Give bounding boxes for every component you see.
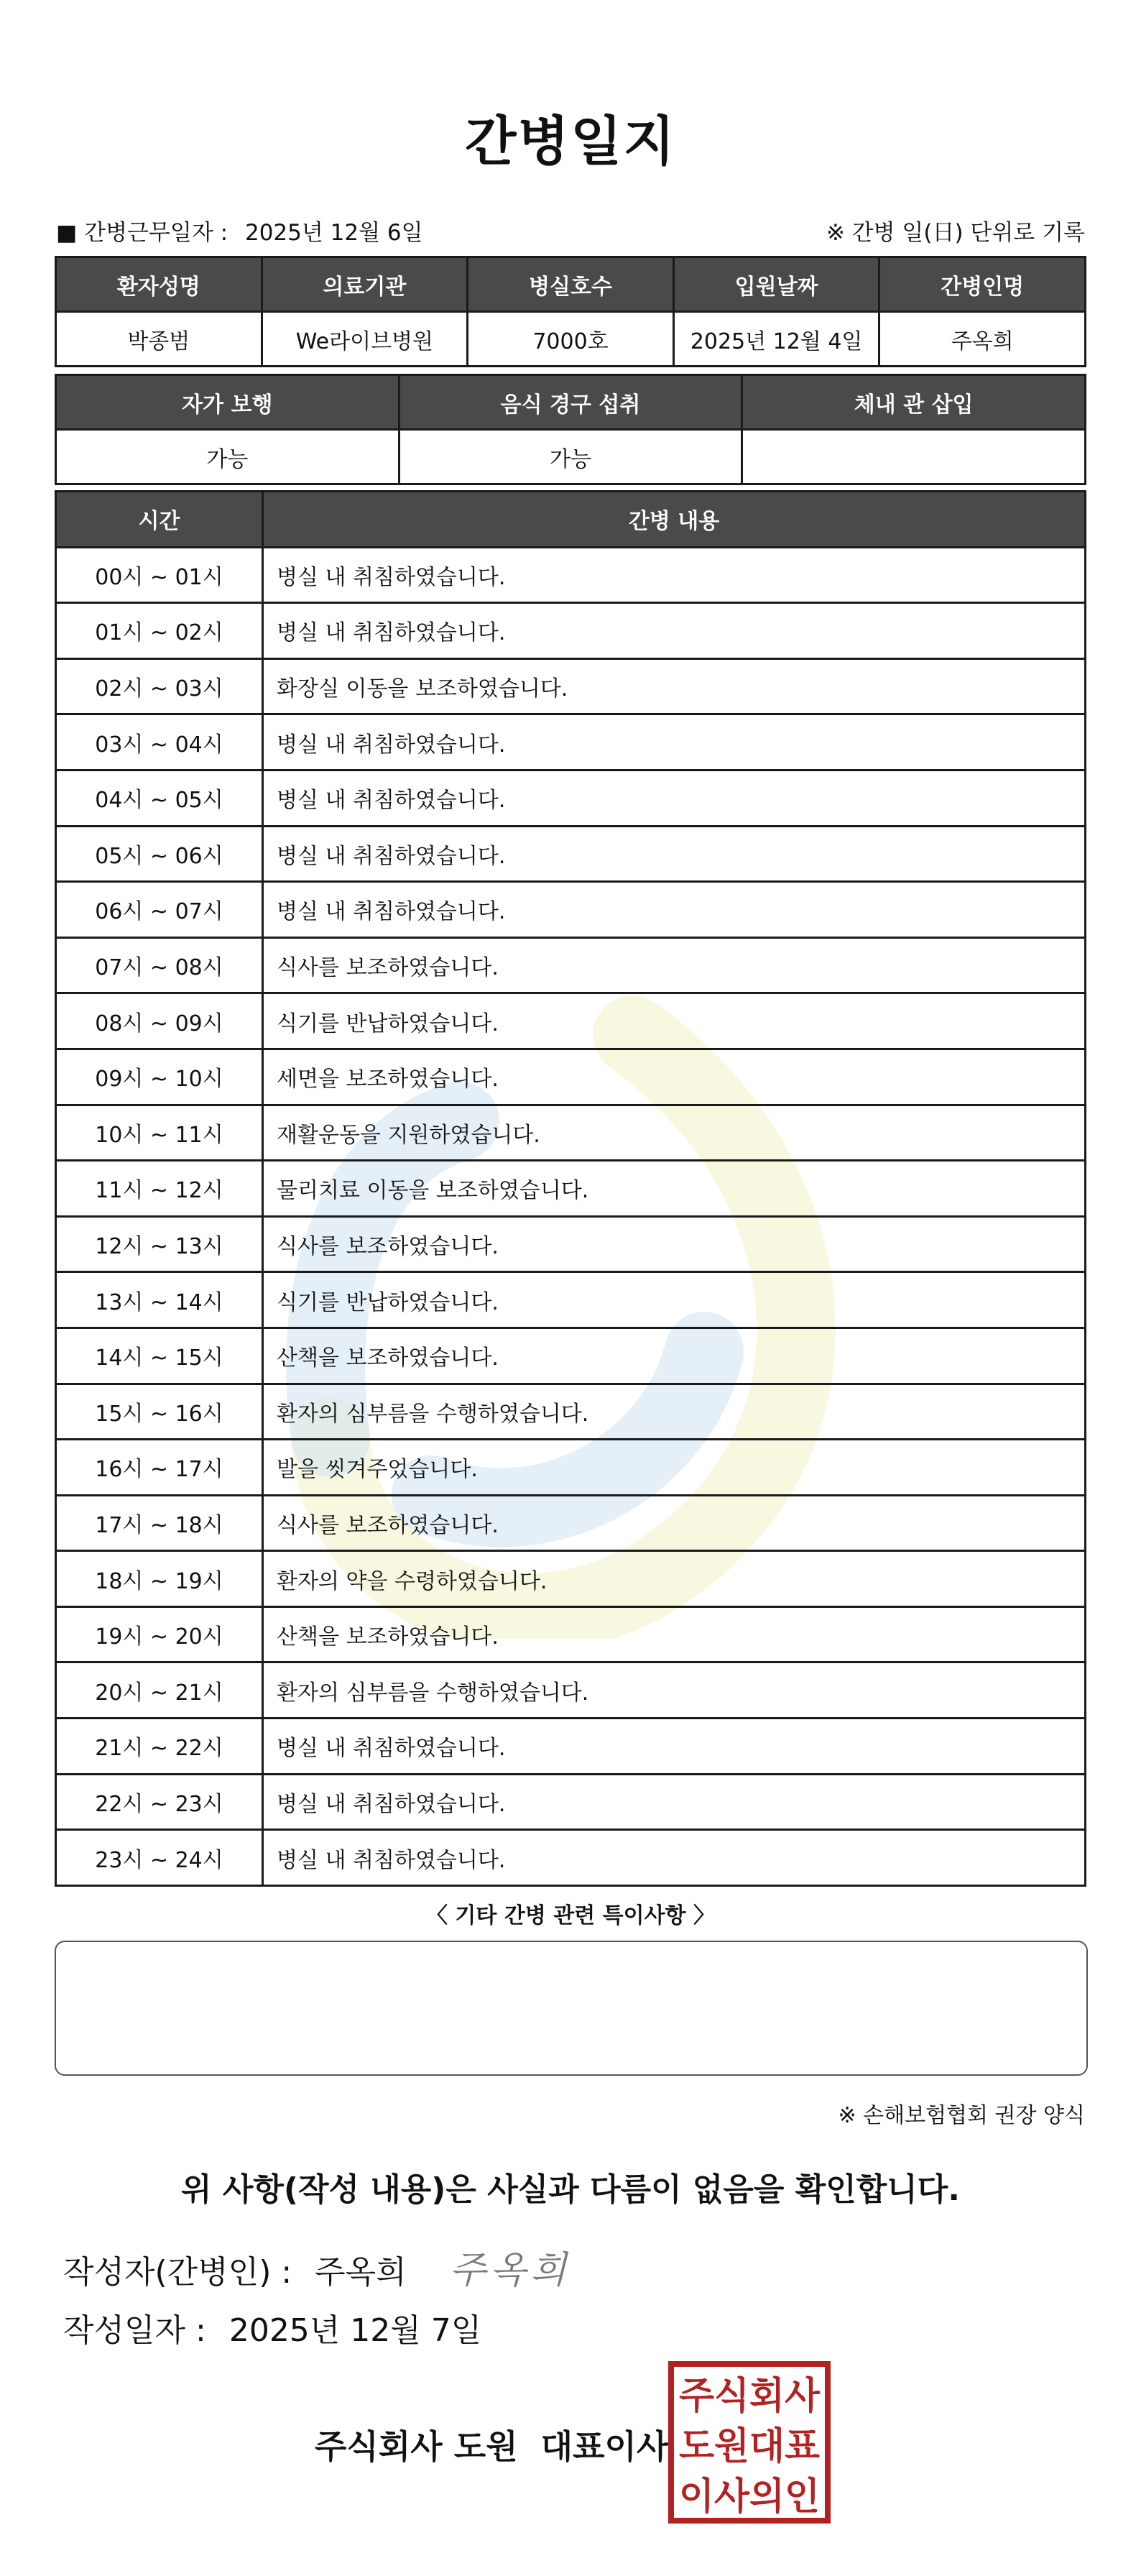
header-walking: 자가 보행 bbox=[56, 375, 399, 430]
log-content: 환자의 심부름을 수행하였습니다. bbox=[263, 1384, 1086, 1440]
log-time: 23시 ~ 24시 bbox=[56, 1830, 263, 1886]
tube-value bbox=[742, 430, 1086, 484]
log-row bbox=[56, 1495, 1086, 1551]
log-time: 04시 ~ 05시 bbox=[56, 770, 263, 826]
log-row bbox=[56, 658, 1086, 714]
log-content: 병실 내 취침하였습니다. bbox=[263, 882, 1086, 938]
patient-status-table bbox=[55, 374, 1086, 485]
header-tube: 체내 관 삽입 bbox=[742, 375, 1086, 430]
log-content: 병실 내 취침하였습니다. bbox=[263, 1830, 1086, 1886]
log-time: 15시 ~ 16시 bbox=[56, 1384, 263, 1440]
header-oral-intake: 음식 경구 섭취 bbox=[399, 375, 742, 430]
written-date-line bbox=[63, 2304, 481, 2350]
log-time: 07시 ~ 08시 bbox=[56, 937, 263, 993]
company-seal bbox=[668, 2361, 831, 2524]
log-row bbox=[56, 1830, 1086, 1886]
log-row bbox=[56, 770, 1086, 826]
header-patient-name: 환자성명 bbox=[56, 257, 262, 312]
unit-note: ※ 간병 일(日) 단위로 기록 bbox=[826, 220, 1085, 246]
form-note: ※ 손해보험협회 권장 양식 bbox=[838, 2103, 1085, 2128]
log-row bbox=[56, 1049, 1086, 1105]
log-content: 산책을 보조하였습니다. bbox=[263, 1606, 1086, 1662]
notes-label: 〈 기타 간병 관련 특이사항 〉 bbox=[425, 1903, 716, 1928]
header-room: 병실호수 bbox=[468, 257, 674, 312]
log-row bbox=[56, 603, 1086, 659]
oral-intake-value: 가능 bbox=[399, 430, 742, 484]
log-header-row bbox=[56, 492, 1086, 548]
log-time: 08시 ~ 09시 bbox=[56, 993, 263, 1049]
log-row bbox=[56, 1774, 1086, 1830]
log-time: 20시 ~ 21시 bbox=[56, 1662, 263, 1719]
log-row bbox=[56, 1161, 1086, 1217]
log-content: 식기를 반납하였습니다. bbox=[263, 1272, 1086, 1328]
log-row bbox=[56, 714, 1086, 770]
log-row bbox=[56, 1440, 1086, 1496]
writer-name: 주옥희 bbox=[315, 2254, 407, 2291]
status-value-row bbox=[56, 430, 1086, 484]
log-content: 병실 내 취침하였습니다. bbox=[263, 714, 1086, 770]
log-row bbox=[56, 1662, 1086, 1719]
log-row bbox=[56, 882, 1086, 938]
log-content: 식사를 보조하였습니다. bbox=[263, 937, 1086, 993]
log-content: 재활운동을 지원하였습니다. bbox=[263, 1105, 1086, 1161]
log-time: 00시 ~ 01시 bbox=[56, 547, 263, 603]
log-time: 18시 ~ 19시 bbox=[56, 1551, 263, 1607]
log-content: 환자의 약을 수령하였습니다. bbox=[263, 1551, 1086, 1607]
log-content: 병실 내 취침하였습니다. bbox=[263, 1719, 1086, 1775]
writer-label: 작성자(간병인) : bbox=[63, 2254, 292, 2291]
log-row bbox=[56, 1328, 1086, 1384]
log-row bbox=[56, 1272, 1086, 1328]
log-content: 산책을 보조하였습니다. bbox=[263, 1328, 1086, 1384]
log-content: 식사를 보조하였습니다. bbox=[263, 1216, 1086, 1272]
walking-value: 가능 bbox=[56, 430, 399, 484]
log-content: 발을 씻겨주었습니다. bbox=[263, 1440, 1086, 1496]
company-representative: 주식회사 도원 대표이사 bbox=[315, 2427, 669, 2466]
work-date-label: ■ 간병근무일자 : bbox=[56, 220, 228, 246]
header-admission-date: 입원날짜 bbox=[673, 257, 879, 312]
log-row bbox=[56, 1105, 1086, 1161]
hospital-name: We라이브병원 bbox=[262, 312, 468, 367]
log-time: 03시 ~ 04시 bbox=[56, 714, 263, 770]
log-time: 02시 ~ 03시 bbox=[56, 658, 263, 714]
log-content: 병실 내 취침하였습니다. bbox=[263, 1774, 1086, 1830]
log-content: 식사를 보조하였습니다. bbox=[263, 1495, 1086, 1551]
header-content: 간병 내용 bbox=[263, 492, 1086, 548]
log-row bbox=[56, 1216, 1086, 1272]
log-content: 환자의 심부름을 수행하였습니다. bbox=[263, 1662, 1086, 1719]
log-content: 병실 내 취침하였습니다. bbox=[263, 826, 1086, 882]
notes-box bbox=[55, 1941, 1088, 2076]
log-time: 11시 ~ 12시 bbox=[56, 1161, 263, 1217]
log-row bbox=[56, 937, 1086, 993]
patient-value-row bbox=[56, 312, 1086, 367]
log-time: 01시 ~ 02시 bbox=[56, 603, 263, 659]
written-date-label: 작성일자 : bbox=[63, 2312, 206, 2349]
seal-line-1: 주식회사 bbox=[679, 2375, 821, 2418]
header-time: 시간 bbox=[56, 492, 263, 548]
log-time: 09시 ~ 10시 bbox=[56, 1049, 263, 1105]
confirmation-statement: 위 사항(작성 내용)은 사실과 다름이 없음을 확인합니다. bbox=[181, 2171, 960, 2208]
seal-line-3: 이사의인 bbox=[679, 2475, 820, 2518]
handwritten-signature: 주옥희 bbox=[449, 2249, 571, 2292]
log-row bbox=[56, 826, 1086, 882]
log-time: 19시 ~ 20시 bbox=[56, 1606, 263, 1662]
seal-line-2: 도원대표 bbox=[679, 2425, 820, 2468]
log-time: 05시 ~ 06시 bbox=[56, 826, 263, 882]
log-content: 병실 내 취침하였습니다. bbox=[263, 547, 1086, 603]
log-time: 22시 ~ 23시 bbox=[56, 1774, 263, 1830]
patient-name: 박종범 bbox=[56, 312, 262, 367]
work-date bbox=[56, 214, 423, 247]
log-time: 06시 ~ 07시 bbox=[56, 882, 263, 938]
log-time: 21시 ~ 22시 bbox=[56, 1719, 263, 1775]
log-row bbox=[56, 547, 1086, 603]
caregiver-name: 주옥희 bbox=[879, 312, 1086, 367]
log-content: 물리치료 이동을 보조하였습니다. bbox=[263, 1161, 1086, 1217]
log-content: 병실 내 취침하였습니다. bbox=[263, 603, 1086, 659]
log-time: 12시 ~ 13시 bbox=[56, 1216, 263, 1272]
log-time: 16시 ~ 17시 bbox=[56, 1440, 263, 1496]
admission-date: 2025년 12월 4일 bbox=[673, 312, 879, 367]
log-time: 13시 ~ 14시 bbox=[56, 1272, 263, 1328]
log-row bbox=[56, 1384, 1086, 1440]
written-date-value: 2025년 12월 7일 bbox=[228, 2312, 482, 2349]
document-title: 간병일지 bbox=[465, 111, 676, 172]
writer-line bbox=[63, 2240, 570, 2294]
log-content: 병실 내 취침하였습니다. bbox=[263, 770, 1086, 826]
work-date-value: 2025년 12월 6일 bbox=[244, 220, 423, 246]
header-hospital: 의료기관 bbox=[262, 257, 468, 312]
log-row bbox=[56, 1606, 1086, 1662]
room-number: 7000호 bbox=[468, 312, 674, 367]
log-content: 식기를 반납하였습니다. bbox=[263, 993, 1086, 1049]
header-caregiver: 간병인명 bbox=[879, 257, 1086, 312]
patient-header-row bbox=[56, 257, 1086, 312]
patient-info-table bbox=[55, 256, 1086, 367]
log-content: 세면을 보조하였습니다. bbox=[263, 1049, 1086, 1105]
care-log-table bbox=[55, 490, 1086, 1887]
status-header-row bbox=[56, 375, 1086, 430]
log-row bbox=[56, 1719, 1086, 1775]
log-time: 17시 ~ 18시 bbox=[56, 1495, 263, 1551]
log-row bbox=[56, 1551, 1086, 1607]
log-content: 화장실 이동을 보조하였습니다. bbox=[263, 658, 1086, 714]
log-time: 14시 ~ 15시 bbox=[56, 1328, 263, 1384]
log-row bbox=[56, 993, 1086, 1049]
log-time: 10시 ~ 11시 bbox=[56, 1105, 263, 1161]
